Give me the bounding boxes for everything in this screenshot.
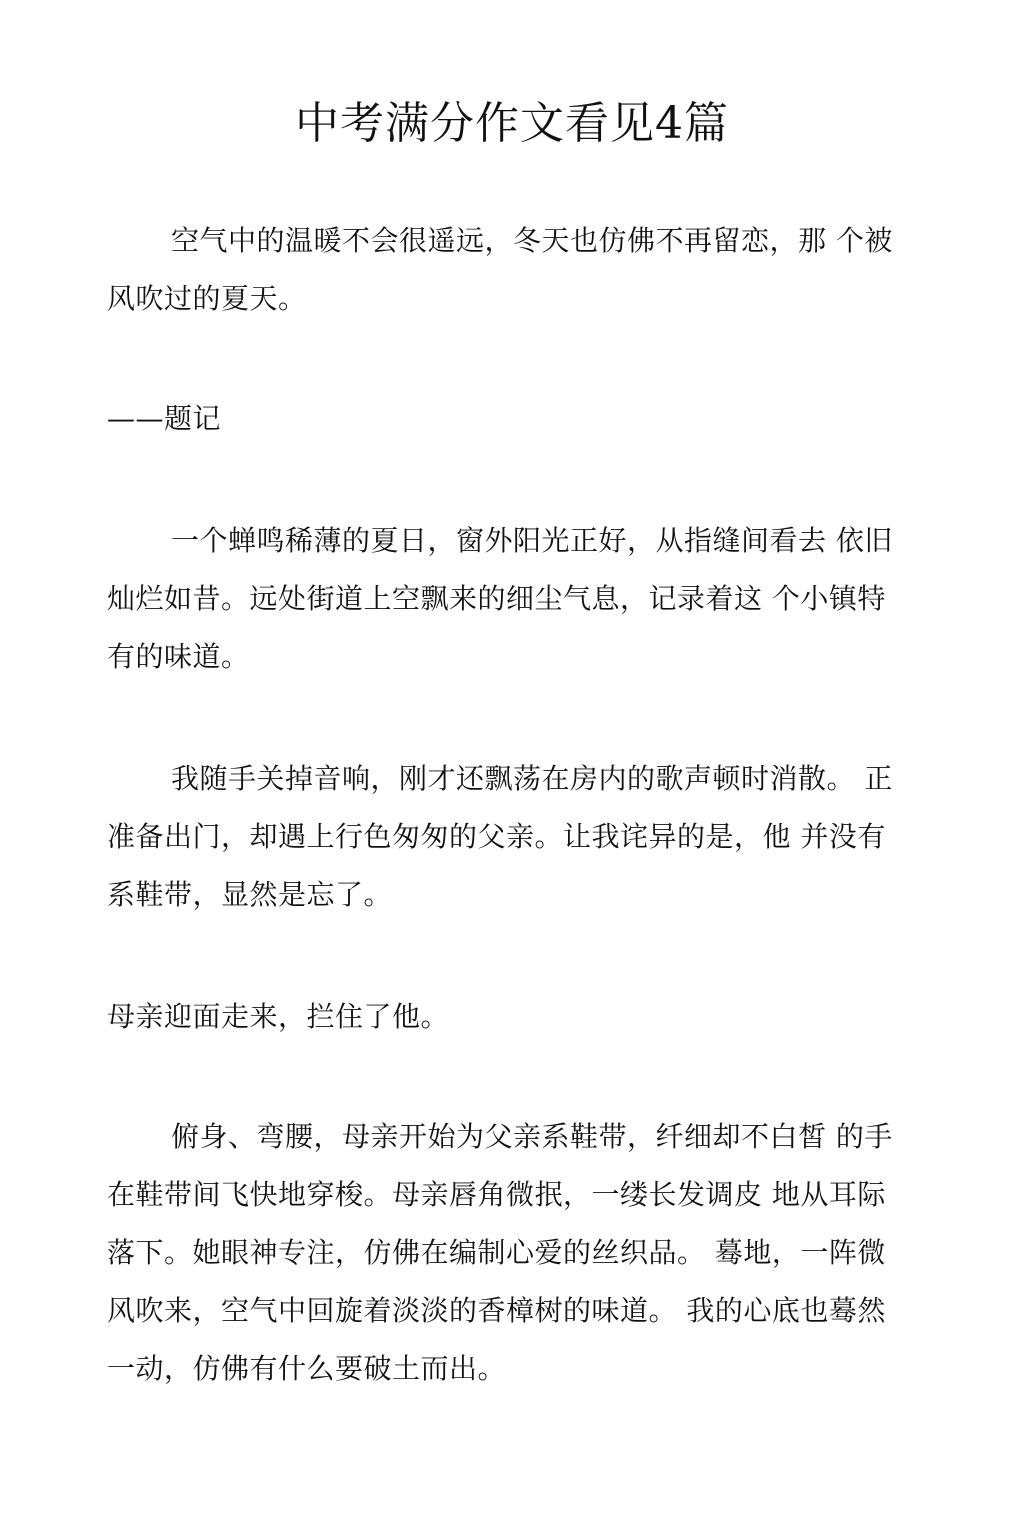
text-line: 落下。她眼神专注，仿佛在编制心爱的丝织品。 蓦地，一阵微 (107, 1236, 886, 1269)
text-line: ——题记 (107, 402, 222, 435)
text-line: 风吹来，空气中回旋着淡淡的香樟树的味道。 我的心底也蓦然 (107, 1294, 886, 1327)
paragraph-shoelace (107, 1108, 907, 1398)
text-line: 灿烂如昔。远处街道上空飘来的细尘气息，记录着这 个小镇特 (107, 582, 886, 615)
paragraph-mother (107, 988, 907, 1046)
paragraph-epigraph (107, 212, 907, 328)
text-line: 一个蝉鸣稀薄的夏日，窗外阳光正好，从指缝间看去 依旧 (171, 524, 893, 557)
paragraph-summer-day (107, 512, 907, 686)
text-line: 系鞋带，显然是忘了。 (107, 878, 393, 911)
text-line: 风吹过的夏天。 (107, 282, 307, 315)
paragraph-father (107, 750, 907, 924)
text-line: 俯身、弯腰，母亲开始为父亲系鞋带，纤细却不白皙 的手 (171, 1120, 893, 1153)
text-line: 准备出门，却遇上行色匆匆的父亲。让我诧异的是，他 并没有 (107, 820, 886, 853)
text-line: 有的味道。 (107, 640, 250, 673)
text-line: 我随手关掉音响，刚才还飘荡在房内的歌声顿时消散。 正 (171, 762, 893, 795)
text-line: 在鞋带间飞快地穿梭。母亲唇角微抿，一缕长发调皮 地从耳际 (107, 1178, 886, 1211)
text-line: 一动，仿佛有什么要破土而出。 (107, 1352, 507, 1385)
text-line: 空气中的温暖不会很遥远，冬天也仿佛不再留恋，那 个被 (171, 224, 893, 257)
paragraph-epigraph-source (107, 390, 907, 448)
document-title: 中考满分作文看见4篇 (295, 98, 729, 149)
text-line: 母亲迎面走来，拦住了他。 (107, 1000, 450, 1033)
